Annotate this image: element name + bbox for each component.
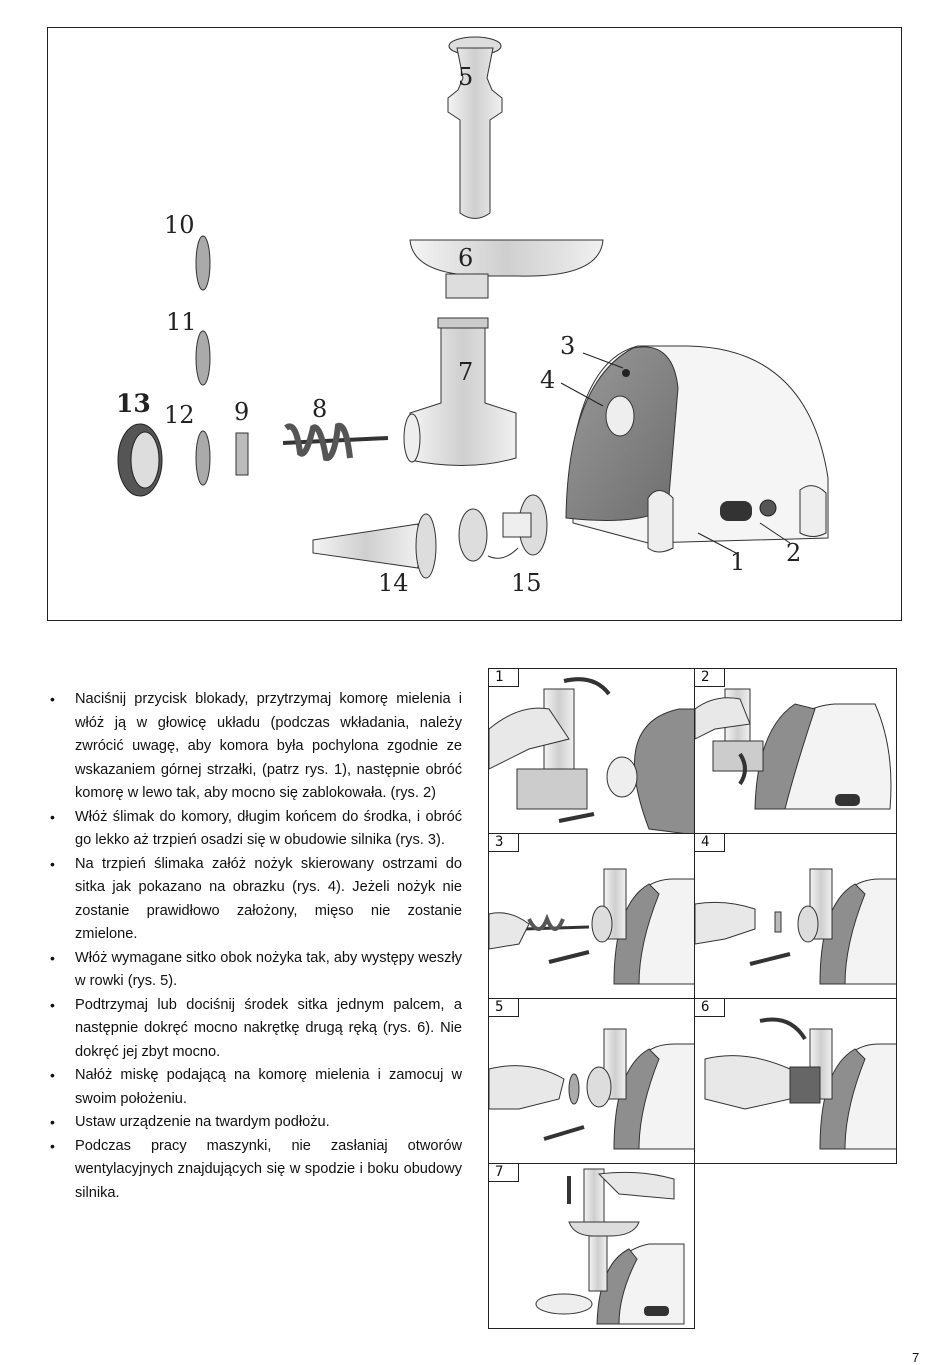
- figure-4: [694, 833, 897, 999]
- part-label-14: 14: [378, 569, 409, 597]
- part-label-10: 10: [164, 211, 195, 239]
- exploded-diagram-drawing: [48, 28, 903, 622]
- figure-6: [694, 998, 897, 1164]
- figure-number: 4: [695, 834, 725, 852]
- figure-4-illustration: [695, 834, 897, 999]
- part-label-11: 11: [166, 308, 197, 336]
- figure-3-illustration: [489, 834, 695, 999]
- instruction-item: • Włóż wymagane sitko obok nożyka tak, aby występy weszły w rowki (rys. 5).: [50, 947, 462, 994]
- instruction-item: • Na trzpień ślimaka załóż nożyk skierowany ostrzami do sitka jak pokazano na obrazku (rys. 4). Jeżeli nożyk nie zostanie prawidłowo założony, mięso nie zostanie zmielone.: [50, 853, 462, 947]
- part-label-9: 9: [234, 398, 250, 426]
- pusher-part: [448, 37, 502, 219]
- instruction-item: • Podtrzymaj lub dociśnij środek sitka jednym palcem, a następnie dokręć mocno nakrętkę drugą ręką (rys. 6). Nie dokręć jej zbyt mocno.: [50, 994, 462, 1065]
- tray-part: [410, 240, 603, 298]
- figure-7-illustration: [489, 1164, 695, 1329]
- sausage-funnel-part: [313, 514, 436, 578]
- figure-5: [488, 998, 695, 1164]
- exploded-diagram: [47, 27, 902, 621]
- motor-housing-part: [566, 346, 828, 552]
- instruction-item: • Ustaw urządzenie na twardym podłożu.: [50, 1111, 462, 1135]
- part-label-7: 7: [458, 358, 474, 386]
- figure-6-illustration: [695, 999, 897, 1164]
- part-label-1: 1: [730, 548, 746, 576]
- instruction-item: • Podczas pracy maszynki, nie zasłaniaj otworów wentylacyjnych znajdujących się w spodzie i boku obudowy silnika.: [50, 1135, 462, 1206]
- part-label-8: 8: [312, 395, 328, 423]
- part-label-12: 12: [164, 401, 195, 429]
- figure-number: 5: [489, 999, 519, 1017]
- instruction-item: • Nałóż miskę podającą na komorę mielenia i zamocuj w swoim położeniu.: [50, 1064, 462, 1111]
- part-label-3: 3: [560, 332, 576, 360]
- figure-number: 1: [489, 669, 519, 687]
- ring-nut-part: [118, 424, 162, 496]
- part-label-5: 5: [458, 63, 474, 91]
- figure-number: 7: [489, 1164, 519, 1182]
- part-label-6: 6: [458, 244, 474, 272]
- screen-plates: [196, 236, 210, 485]
- blade-part: [236, 433, 248, 475]
- figure-number: 2: [695, 669, 725, 687]
- figure-1: [488, 668, 695, 834]
- instruction-item: • Włóż ślimak do komory, długim końcem do środka, i obróć go lekko aż trzpień osadzi się w obudowie silnika (rys. 3).: [50, 806, 462, 853]
- instruction-item: • Naciśnij przycisk blokady, przytrzymaj komorę mielenia i włóż ją w głowicę układu (podczas wkładania, należy zwrócić uwagę, aby komora była pochylona zgodnie ze wskazaniem górnej strzałki, (patrz rys. 1), następnie obróć komorę w lewo tak, aby mocno się zablokowała. (rys. 2): [50, 688, 462, 806]
- grinding-chamber-part: [404, 318, 516, 466]
- figure-1-illustration: [489, 669, 695, 834]
- instructions-list: [50, 688, 462, 1205]
- figure-number: 3: [489, 834, 519, 852]
- part-label-2: 2: [786, 539, 802, 567]
- page-number: 7: [912, 1350, 920, 1365]
- figure-number: 6: [695, 999, 725, 1017]
- figure-3: [488, 833, 695, 999]
- part-label-13: 13: [116, 389, 151, 418]
- part-label-15: 15: [511, 569, 542, 597]
- worm-screw-part: [283, 426, 388, 458]
- kibbe-attachment-part: [459, 495, 547, 561]
- figure-2-illustration: [695, 669, 897, 834]
- figure-7: [488, 1163, 695, 1329]
- part-label-4: 4: [540, 366, 556, 394]
- figure-2: [694, 668, 897, 834]
- figure-5-illustration: [489, 999, 695, 1164]
